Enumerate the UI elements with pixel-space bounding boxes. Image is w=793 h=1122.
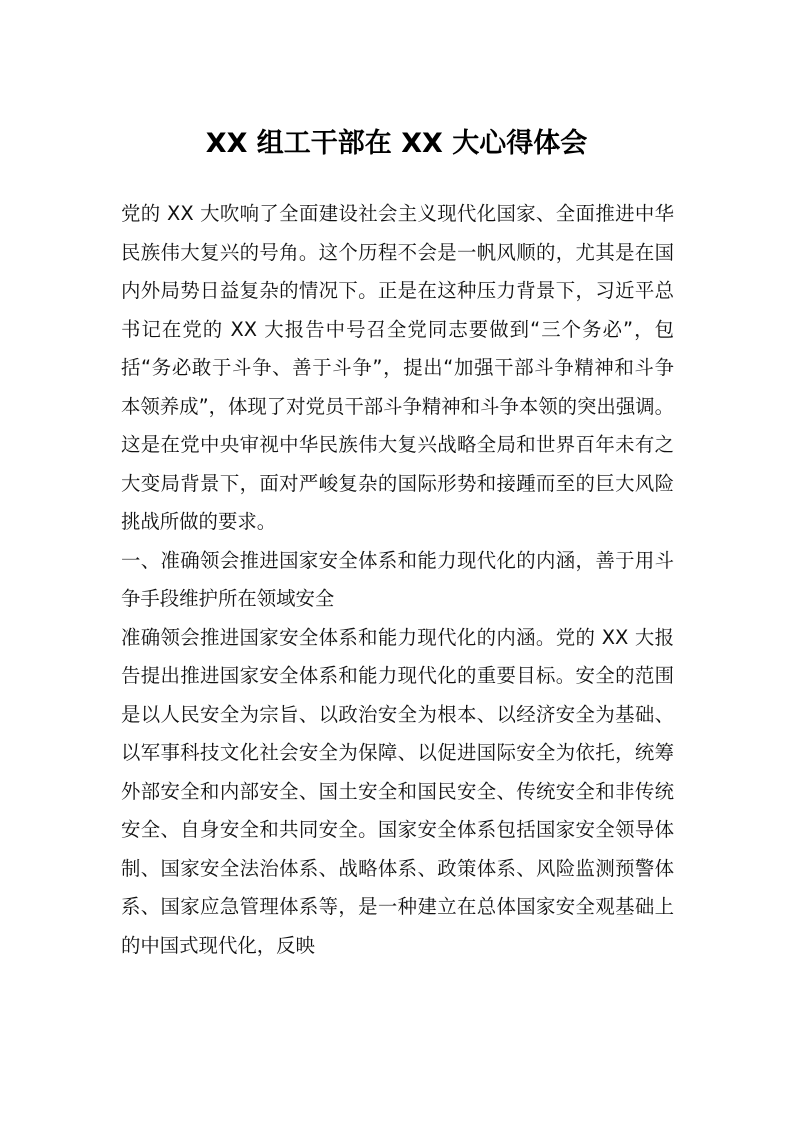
paragraph-intro: 党的 XX 大吹响了全面建设社会主义现代化国家、全面推进中华民族伟大复兴的号角。这个历程不会是一帆风顺的，尤其是在国内外局势日益复杂的情况下。正是在这种压力背景下，习近平总书记在党的 XX 大报告中号召全党同志要做到“三个务必”，包括“务必敢于斗争、善于斗争”，提出“加强干部斗争精神和斗争本领养成”，体现了对党员干部斗争精神和斗争本领的突出强调。这是在党中央审视中华民族伟大复兴战略全局和世界百年未有之大变局背景下，面对严峻复杂的国际形势和接踵而至的巨大风险挑战所做的要求。	[121, 202, 674, 533]
section-heading-1: 一、准确领会推进国家安全体系和能力现代化的内涵，善于用斗争手段维护所在领域安全	[121, 548, 674, 610]
paragraph-section-1: 准确领会推进国家安全体系和能力现代化的内涵。党的 XX 大报告提出推进国家安全体系和能力现代化的重要目标。安全的范围是以人民安全为宗旨、以政治安全为根本、以经济安全为基础、以军事科技文化社会安全为保障、以促进国际安全为依托，统筹外部安全和内部安全、国土安全和国民安全、传统安全和非传统安全、自身安全和共同安全。国家安全体系包括国家安全领导体制、国家安全法治体系、战略体系、政策体系、风险监测预警体系、国家应急管理体系等，是一种建立在总体国家安全观基础上的中国式现代化，反映	[121, 625, 674, 957]
document-title: XX 组工干部在 XX 大心得体会	[205, 128, 588, 159]
document-body	[121, 195, 674, 965]
